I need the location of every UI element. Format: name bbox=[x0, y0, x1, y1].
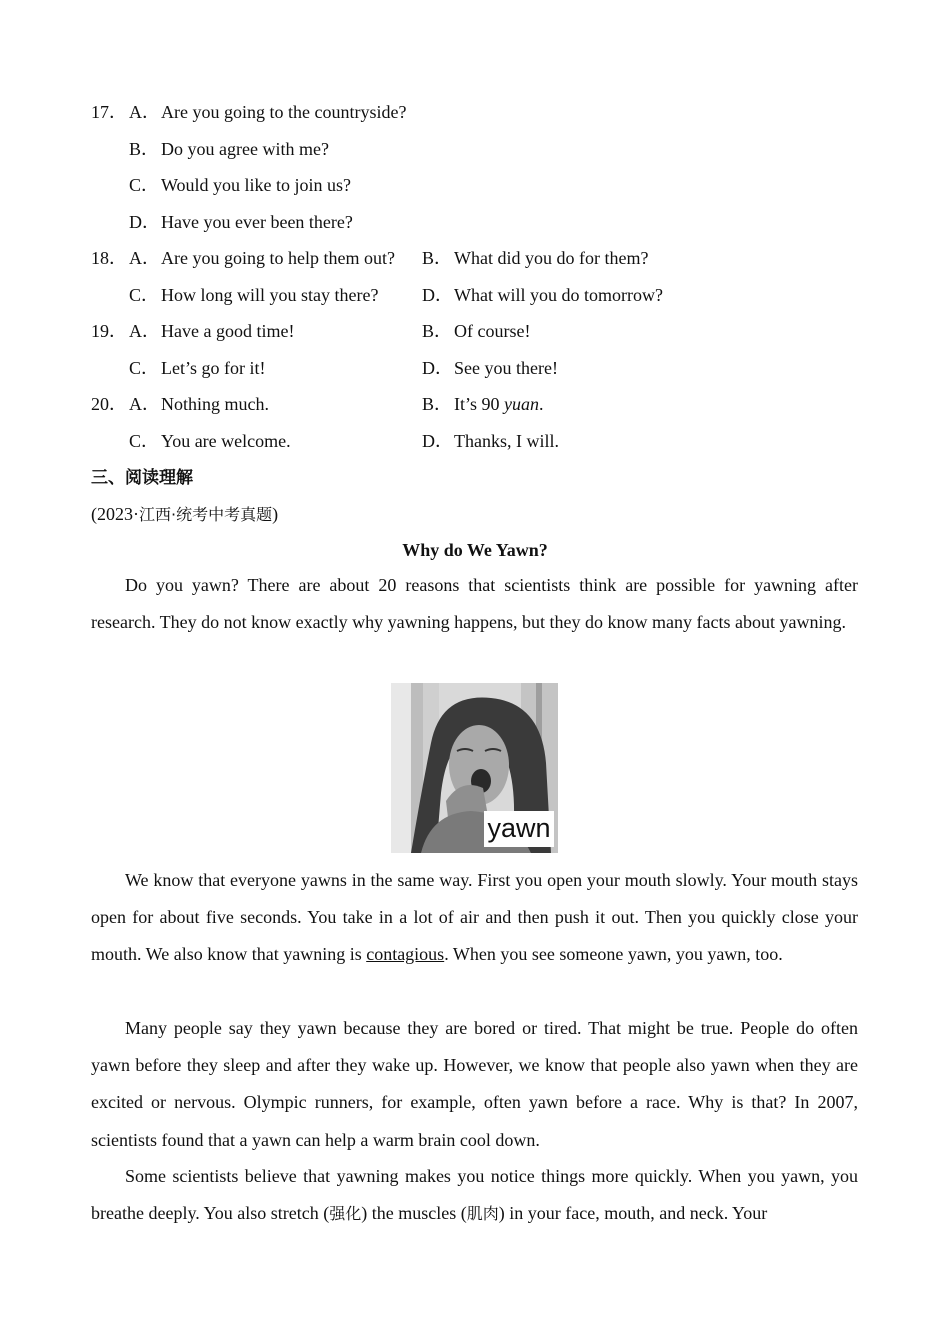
option-d: D．See you there! bbox=[422, 358, 558, 378]
option-c: C． You are welcome. bbox=[129, 431, 291, 451]
option-a: A．Are you going to help them out? bbox=[129, 248, 395, 268]
option-b: B． Do you agree with me? bbox=[129, 139, 329, 159]
option-c: C． Would you like to join us? bbox=[129, 175, 352, 195]
question-number: 18． bbox=[91, 248, 127, 268]
yawn-photo bbox=[391, 683, 558, 853]
option-b: B． What did you do for them? bbox=[422, 248, 649, 268]
option-a: A．Have a good time! bbox=[129, 321, 295, 341]
question-number: 19． bbox=[91, 321, 127, 341]
option-d: D．What will you do tomorrow? bbox=[422, 285, 663, 305]
source-citation: (2023·江西·统考中考真题) bbox=[91, 504, 279, 524]
paragraph-3: Many people say they yawn because they are bored or tired. That might be true. People do often yawn before they sleep and after they wake up. However, we know that people also yawn when they are excited or nervous. Olympic runners, for example, often yawn before a race. Why is that? In 2007, scientists found that a yawn can help a warm brain cool down. bbox=[91, 1018, 858, 1150]
option-c: C． How long will you stay there? bbox=[129, 285, 379, 305]
underlined-word: contagious bbox=[366, 944, 445, 965]
paragraph-1: Do you yawn? There are about 20 reasons that scientists think are possible for yawning after research. They do not know exactly why yawning happens, but they do know many facts about yawning. bbox=[91, 575, 858, 633]
option-d: D．Thanks, I will. bbox=[422, 431, 559, 451]
article-title: Why do We Yawn? bbox=[402, 540, 548, 560]
section-title: 三、阅读理解 bbox=[91, 468, 193, 488]
image-label: yawn bbox=[487, 813, 551, 843]
paragraph-2: We know that everyone yawns in the same way. First you open your mouth slowly. Your mouth stays open for about five seconds. You take in a lot of air and then push it out. Then you quickly close your mouth. We also know that yawning is contagious. When you see someone yawn, you yawn, too. bbox=[91, 870, 858, 965]
question-number: 20． bbox=[91, 394, 127, 414]
option-b: B． Of course! bbox=[422, 321, 531, 341]
option-a: A．Nothing much. bbox=[129, 394, 269, 414]
paragraph-4: Some scientists believe that yawning makes you notice things more quickly. When you yawn, you breathe deeply. You also stretch (强化) the muscles (肌肉) in your face, mouth, and neck. Your bbox=[91, 1166, 858, 1224]
option-d: D．Have you ever been there? bbox=[129, 212, 353, 232]
option-b: B． It’s 90 yuan. bbox=[422, 394, 544, 414]
option-a: A．Are you going to the countryside? bbox=[129, 102, 407, 122]
question-number: 17． bbox=[91, 102, 127, 122]
option-c: C． Let’s go for it! bbox=[129, 358, 266, 378]
